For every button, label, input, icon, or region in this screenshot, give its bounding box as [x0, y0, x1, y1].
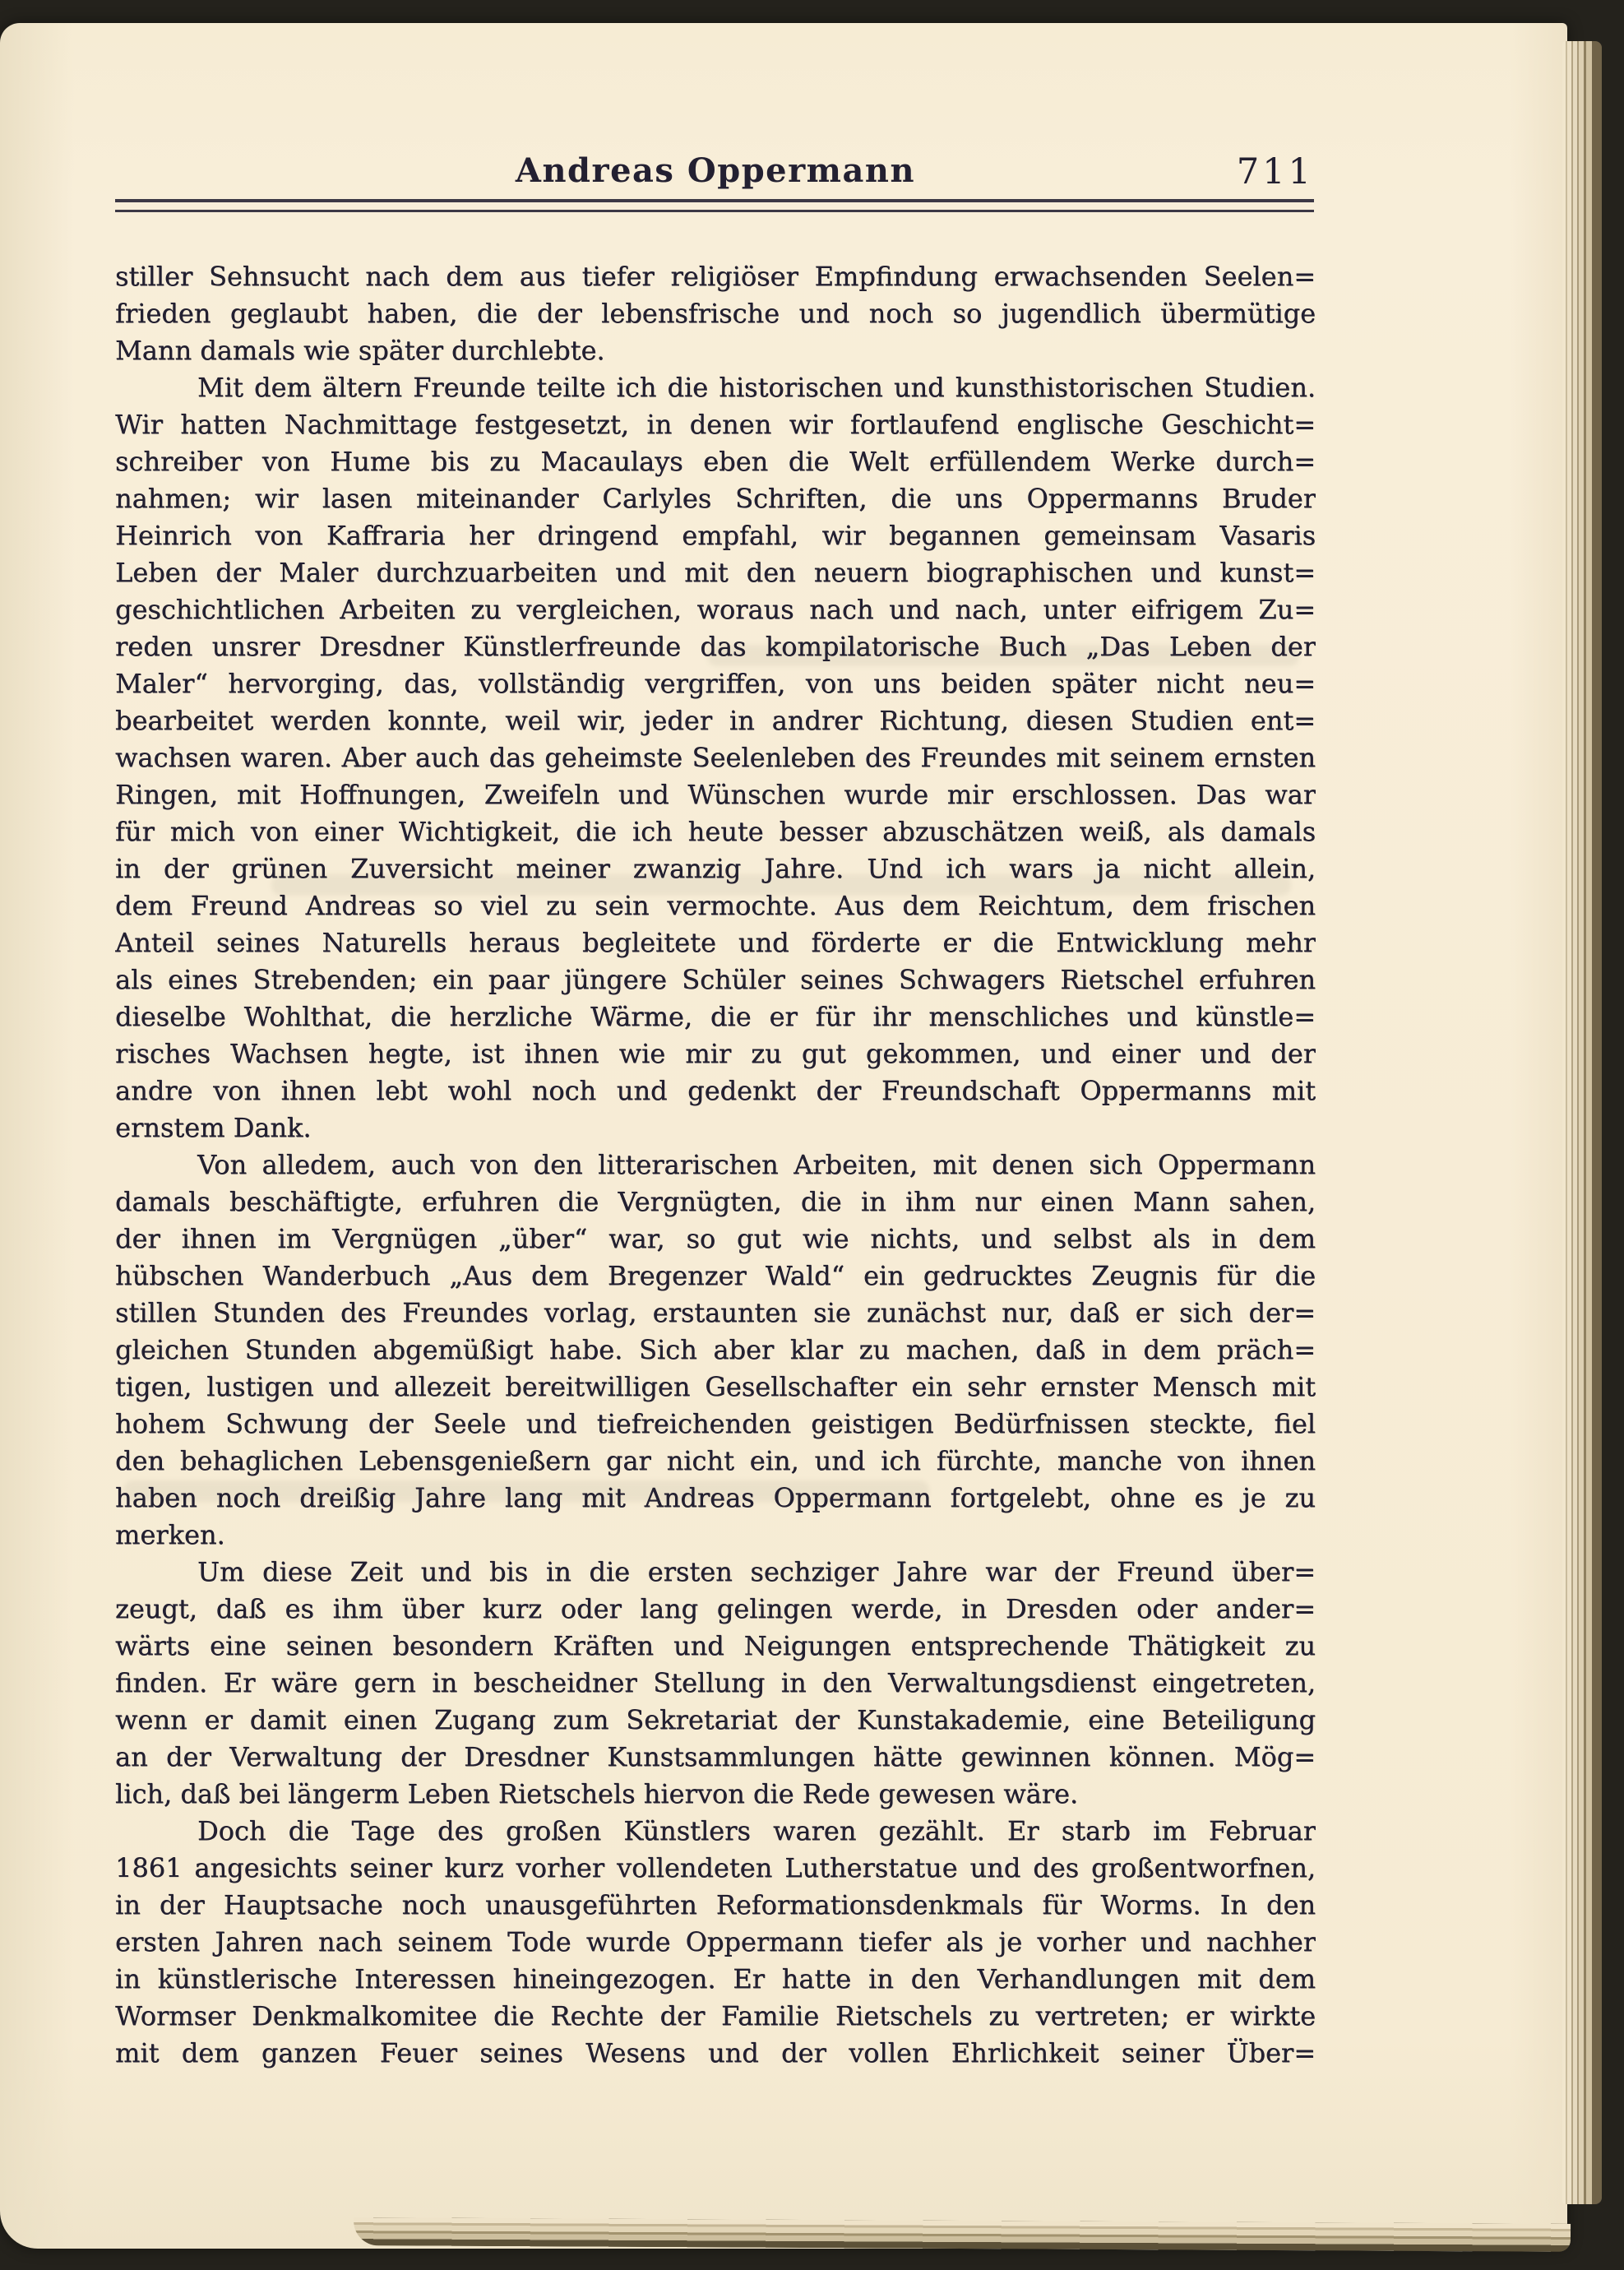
text-line: merken.	[115, 1519, 225, 1550]
text-line: wachsen waren. Aber auch das geheimste Seelenleben des Freundes mit seinem ernsten	[115, 742, 1316, 773]
text-line: der ihnen im Vergnügen „über“ war, so gut wie nichts, und selbst als in dem	[115, 1223, 1316, 1254]
text-line: ernstem Dank.	[115, 1112, 312, 1143]
text-line: Mit dem ältern Freunde teilte ich die historischen und kunsthistorischen Studien.	[197, 372, 1316, 403]
text-line: gleichen Stunden abgemüßigt habe. Sich aber klar zu machen, daß in dem präch=	[115, 1334, 1316, 1365]
text-line: Um diese Zeit und bis in die ersten sechziger Jahre war der Freund über=	[197, 1556, 1316, 1587]
text-line: Doch die Tage des großen Künstlers waren gezählt. Er starb im Februar	[197, 1815, 1316, 1846]
text-line: Leben der Maler durchzuarbeiten und mit den neuern biographischen und kunst=	[115, 557, 1316, 588]
text-line: hübschen Wanderbuch „Aus dem Bregenzer Wald“ ein gedrucktes Zeugnis für die	[115, 1260, 1316, 1291]
text-line: ersten Jahren nach seinem Tode wurde Oppermann tiefer als je vorher und nachher	[115, 1926, 1316, 1957]
text-line: in künstlerische Interessen hineingezogen. Er hatte in den Verhandlungen mit dem	[115, 1963, 1316, 1994]
text-line: den behaglichen Lebensgenießern gar nicht ein, und ich fürchte, manche von ihnen	[115, 1445, 1316, 1476]
text-line: reden unsrer Dresdner Künstlerfreunde das kompilatorische Buch „Das Leben der	[115, 631, 1316, 662]
text-line: als eines Strebenden; ein paar jüngere Schüler seines Schwagers Rietschel erfuhren	[115, 964, 1316, 995]
text-line: Wir hatten Nachmittage festgesetzt, in denen wir fortlaufend englische Geschicht=	[115, 409, 1316, 440]
page-stack-right-edge	[1562, 41, 1602, 2204]
text-line: an der Verwaltung der Dresdner Kunstsammlungen hätte gewinnen können. Mög=	[115, 1741, 1316, 1772]
text-line: Maler“ hervorging, das, vollständig vergriffen, von uns beiden später nicht neu=	[115, 668, 1316, 699]
header-rule	[115, 199, 1314, 212]
text-line: hohem Schwung der Seele und tiefreichenden geistigen Bedürfnissen steckte, fiel	[115, 1408, 1316, 1439]
text-line: Mann damals wie später durchlebte.	[115, 335, 605, 366]
text-line: Heinrich von Kaffraria her dringend empfahl, wir begannen gemeinsam Vasaris	[115, 520, 1316, 551]
text-line: lich, daß bei längerm Leben Rietschels hiervon die Rede gewesen wäre.	[115, 1778, 1079, 1809]
page-number: 711	[1236, 151, 1314, 192]
running-header-title: Andreas Oppermann	[515, 151, 916, 190]
text-line: Von alledem, auch von den litterarischen Arbeiten, mit denen sich Oppermann	[197, 1149, 1316, 1180]
text-line: bearbeitet werden konnte, weil wir, jeder in andrer Richtung, diesen Studien ent=	[115, 705, 1316, 736]
text-line: schreiber von Hume bis zu Macaulays eben die Welt erfüllendem Werke durch=	[115, 446, 1316, 477]
text-line: frieden geglaubt haben, die der lebensfrische und noch so jugendlich übermütige	[115, 298, 1316, 329]
text-line: zeugt, daß es ihm über kurz oder lang gelingen werde, in Dresden oder ander=	[115, 1593, 1316, 1624]
book-page	[0, 23, 1567, 2249]
text-line: wenn er damit einen Zugang zum Sekretariat der Kunstakademie, eine Beteiligung	[115, 1704, 1316, 1735]
text-line: Anteil seines Naturells heraus begleitete und förderte er die Entwicklung mehr	[115, 927, 1316, 958]
text-line: Ringen, mit Hoffnungen, Zweifeln und Wünschen wurde mir erschlossen. Das war	[115, 779, 1316, 810]
body-text	[115, 258, 1316, 2072]
running-header-row	[115, 151, 1316, 194]
text-line: stiller Sehnsucht nach dem aus tiefer religiöser Empfindung erwachsenden Seelen=	[115, 261, 1316, 292]
text-line: für mich von einer Wichtigkeit, die ich heute besser abzuschätzen weiß, als damals	[115, 816, 1316, 847]
text-line: tigen, lustigen und allezeit bereitwilligen Gesellschafter ein sehr ernster Mensch mit	[115, 1371, 1316, 1402]
text-line: Wormser Denkmalkomitee die Rechte der Familie Rietschels zu vertreten; er wirkte	[115, 2000, 1316, 2031]
text-line: nahmen; wir lasen miteinander Carlyles Schriften, die uns Oppermanns Bruder	[115, 483, 1316, 514]
text-line: geschichtlichen Arbeiten zu vergleichen, woraus nach und nach, unter eifrigem Zu=	[115, 594, 1316, 625]
text-line: risches Wachsen hegte, ist ihnen wie mir zu gut gekommen, und einer und der	[115, 1038, 1316, 1069]
text-line: mit dem ganzen Feuer seines Wesens und der vollen Ehrlichkeit seiner Über=	[115, 2037, 1316, 2068]
text-line: damals beschäftigte, erfuhren die Vergnügten, die in ihm nur einen Mann sahen,	[115, 1186, 1316, 1217]
text-line: stillen Stunden des Freundes vorlag, erstaunten sie zunächst nur, daß er sich der=	[115, 1297, 1316, 1328]
text-line: in der Hauptsache noch unausgeführten Reformationsdenkmals für Worms. In den	[115, 1889, 1316, 1920]
text-line: finden. Er wäre gern in bescheidner Stellung in den Verwaltungsdienst eingetreten,	[115, 1667, 1316, 1698]
text-line: andre von ihnen lebt wohl noch und gedenkt der Freundschaft Oppermanns mit	[115, 1075, 1316, 1106]
text-line: wärts eine seinen besondern Kräften und Neigungen entsprechende Thätigkeit zu	[115, 1630, 1316, 1661]
text-line: dieselbe Wohlthat, die herzliche Wärme, die er für ihr menschliches und künstle=	[115, 1001, 1316, 1032]
text-line: in der grünen Zuversicht meiner zwanzig Jahre. Und ich wars ja nicht allein,	[115, 853, 1316, 884]
text-line: 1861 angesichts seiner kurz vorher vollendeten Lutherstatue und des großentworfnen,	[115, 1852, 1316, 1883]
text-line: haben noch dreißig Jahre lang mit Andreas Oppermann fortgelebt, ohne es je zu	[115, 1482, 1316, 1513]
text-line: dem Freund Andreas so viel zu sein vermochte. Aus dem Reichtum, dem frischen	[115, 890, 1316, 921]
